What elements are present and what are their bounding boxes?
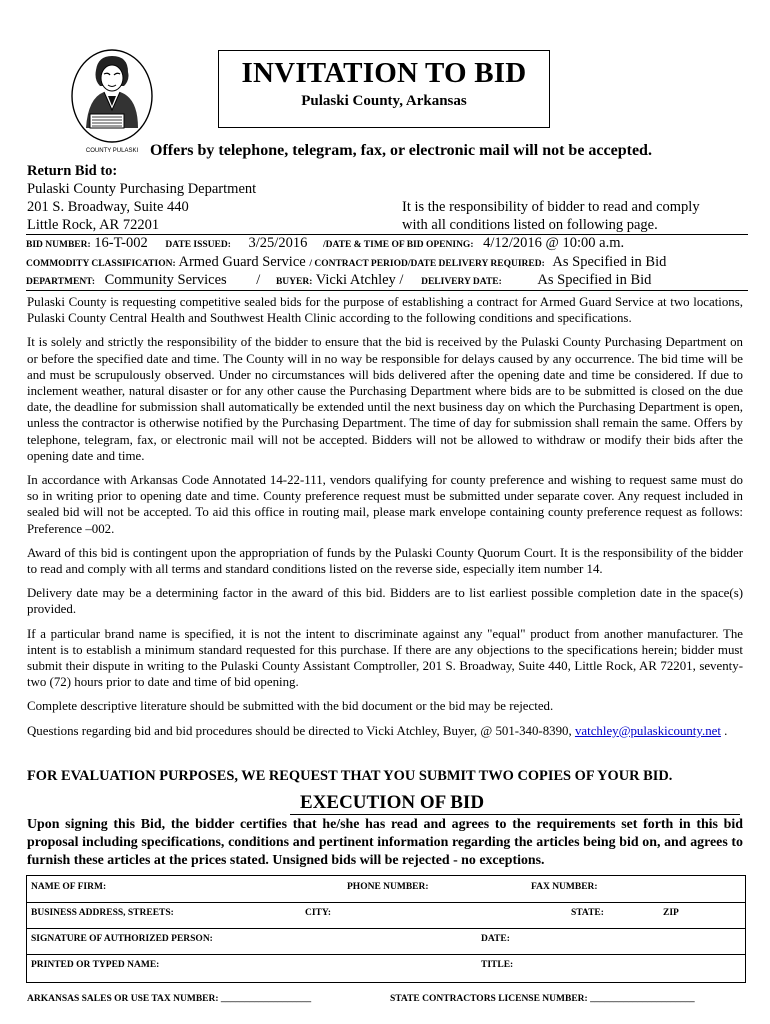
fax-number-field[interactable]: FAX NUMBER: xyxy=(531,882,598,892)
responsibility-line-2: with all conditions listed on following page. xyxy=(402,217,658,233)
execution-title: EXECUTION OF BID xyxy=(300,792,485,813)
certification-text: Upon signing this Bid, the bidder certifies that he/she has read and agrees to the requirements set forth in this bid proposal including specifications, conditions and pertinent information regarding the articles being bid on, and agrees to furnish these articles at the prices stated. Unsigned bids will be rejected - no exceptions. xyxy=(27,817,743,868)
offers-notice: Offers by telephone, telegram, fax, or electronic mail will not be accepted. xyxy=(150,142,652,159)
printed-name-field[interactable]: PRINTED OR TYPED NAME: xyxy=(31,960,160,970)
delivery-label: DELIVERY DATE: xyxy=(421,277,502,287)
delivery-value: As Specified in Bid xyxy=(537,272,652,288)
paragraph-purpose: Pulaski County is requesting competitive sealed bids for the purpose of establishing a contract for Armed Guard Service at two locations, Pulaski County Central Health and Southwest Health Clinic according to the following conditions and specifications. xyxy=(27,295,743,326)
signature-field[interactable]: SIGNATURE OF AUTHORIZED PERSON: xyxy=(31,934,213,944)
bid-info-row-3 xyxy=(26,271,746,290)
paragraph-deadline: It is solely and strictly the responsibility of the bidder to ensure that the bid is received by the Pulaski County Purchasing Department on or before the specified date and time. The County will in no way be responsible for delays caused by any occurrence. The bid time will be and must be scrupulously observed. Under no circumstances will bids delivered after the opening date and time be considered. If due to inclement weather, natural disaster or for any other cause the Purchasing Department where bids are to be submitted is closed on the due date, the deadline for submission shall automatically be extended until the next business day on which the Purchasing Department is open, unless the contractor is otherwise notified by the Purchasing Department. The time of day for submission shall remain the same. Offers by telephone, telegram, fax, or electronic mail will not be accepted. Bidders will not be allowed to withdraw or modify their bids after the opening date and time. xyxy=(27,335,743,463)
bid-info-row-1 xyxy=(26,234,746,253)
state-field[interactable]: STATE: xyxy=(571,908,604,918)
svg-text:COUNTY PULASKI: COUNTY PULASKI xyxy=(85,148,139,154)
business-address-field[interactable]: BUSINESS ADDRESS, STREETS: xyxy=(31,908,174,918)
buyer-label: BUYER: xyxy=(275,277,313,287)
zip-field[interactable]: ZIP xyxy=(663,908,679,918)
questions-end: . xyxy=(720,723,728,738)
paragraph-delivery: Delivery date may be a determining factor in the award of this bid. Bidders are to list earliest possible completion date in the space(s) provided. xyxy=(27,586,743,617)
paragraph-preference: In accordance with Arkansas Code Annotated 14-22-111, vendors qualifying for county preference and wishing to request same must do so in writing prior to opening date and time. County preference request must be submitted under separate cover. Any request included in sealed bid will not be accepted. To aid this office in routing mail, please mark envelope containing county preference request as follows: Preference –002. xyxy=(27,473,743,536)
bid-number-label: BID NUMBER: xyxy=(26,240,91,250)
contract-value: As Specified in Bid xyxy=(552,253,667,270)
license-number-field[interactable]: STATE CONTRACTORS LICENSE NUMBER: ______________________ xyxy=(390,994,695,1004)
date-issued: 3/25/2016 xyxy=(248,235,308,251)
contract-label: / CONTRACT PERIOD/DATE DELIVERY REQUIRED: xyxy=(309,258,545,269)
evaluation-notice: FOR EVALUATION PURPOSES, WE REQUEST THAT YOU SUBMIT TWO COPIES OF YOUR BID. xyxy=(27,768,673,784)
bid-info xyxy=(26,234,746,292)
opening-value: 4/12/2016 @ 10:00 a.m. xyxy=(483,235,625,251)
paragraph-brand: If a particular brand name is specified, it is not the intent to discriminate against any "equal" product from another manufacturer. The intent is to establish a minimum standard requested for this purchase. If there are any objections to the specifications herein; bidder must submit their dispute in writing to the Pulaski County Assistant Comptroller, 201 S. Broadway, Suite 440, Little Rock, AR 72201, seventy-two (72) hours prior to date and time of bid opening. xyxy=(27,626,743,690)
execution-heading xyxy=(290,792,740,815)
responsibility-line-1: It is the responsibility of bidder to read and comply xyxy=(402,199,700,215)
return-line-3: Little Rock, AR 72201 xyxy=(27,217,160,233)
bidder-form xyxy=(26,875,746,983)
return-address xyxy=(27,162,256,234)
paragraph-award: Award of this bid is contingent upon the appropriation of funds by the Pulaski County Quorum Court. It is the responsibility of the bidder to read and comply with all terms and standard conditions listed on the reverse side, especially item number 14. xyxy=(27,545,743,577)
city-field[interactable]: CITY: xyxy=(305,908,332,918)
name-of-firm-field[interactable]: NAME OF FIRM: xyxy=(31,882,107,892)
commodity-value: Armed Guard Service xyxy=(178,253,306,270)
paragraph-literature: Complete descriptive literature should be submitted with the bid document or the bid may be rejected. xyxy=(27,699,554,714)
commodity-label: COMMODITY CLASSIFICATION: xyxy=(26,258,176,269)
buyer-value: Vicki Atchley / xyxy=(315,272,404,288)
county-seal-logo xyxy=(68,48,156,156)
questions-text: Questions regarding bid and bid procedures should be directed to Vicki Atchley, Buyer, @ 501-340-8390, xyxy=(27,723,572,738)
return-line-2: 201 S. Broadway, Suite 440 xyxy=(27,199,189,215)
return-line-1: Pulaski County Purchasing Department xyxy=(27,181,257,197)
bid-number: 16-T-002 xyxy=(94,235,148,251)
bid-body xyxy=(27,294,743,747)
tax-number-field[interactable]: ARKANSAS SALES OR USE TAX NUMBER: ___________________ xyxy=(27,994,312,1004)
date-field[interactable]: DATE: xyxy=(481,934,510,944)
return-label: Return Bid to: xyxy=(27,163,118,179)
page-title: INVITATION TO BID xyxy=(241,57,527,89)
slash-separator: / xyxy=(256,272,261,288)
buyer-email-link[interactable]: vatchley@pulaskicounty.net xyxy=(574,723,721,738)
title-box xyxy=(218,50,550,128)
title-field[interactable]: TITLE: xyxy=(481,960,514,970)
department-value: Community Services xyxy=(104,272,227,288)
opening-label: /DATE & TIME OF BID OPENING: xyxy=(322,240,474,250)
page-subtitle: Pulaski County, Arkansas xyxy=(301,93,467,109)
paragraph-questions xyxy=(27,723,743,739)
date-issued-label: DATE ISSUED: xyxy=(165,240,231,250)
department-label: DEPARTMENT: xyxy=(26,277,95,287)
phone-number-field[interactable]: PHONE NUMBER: xyxy=(347,882,429,892)
bid-info-row-2 xyxy=(26,253,746,272)
responsibility-note xyxy=(402,198,700,234)
